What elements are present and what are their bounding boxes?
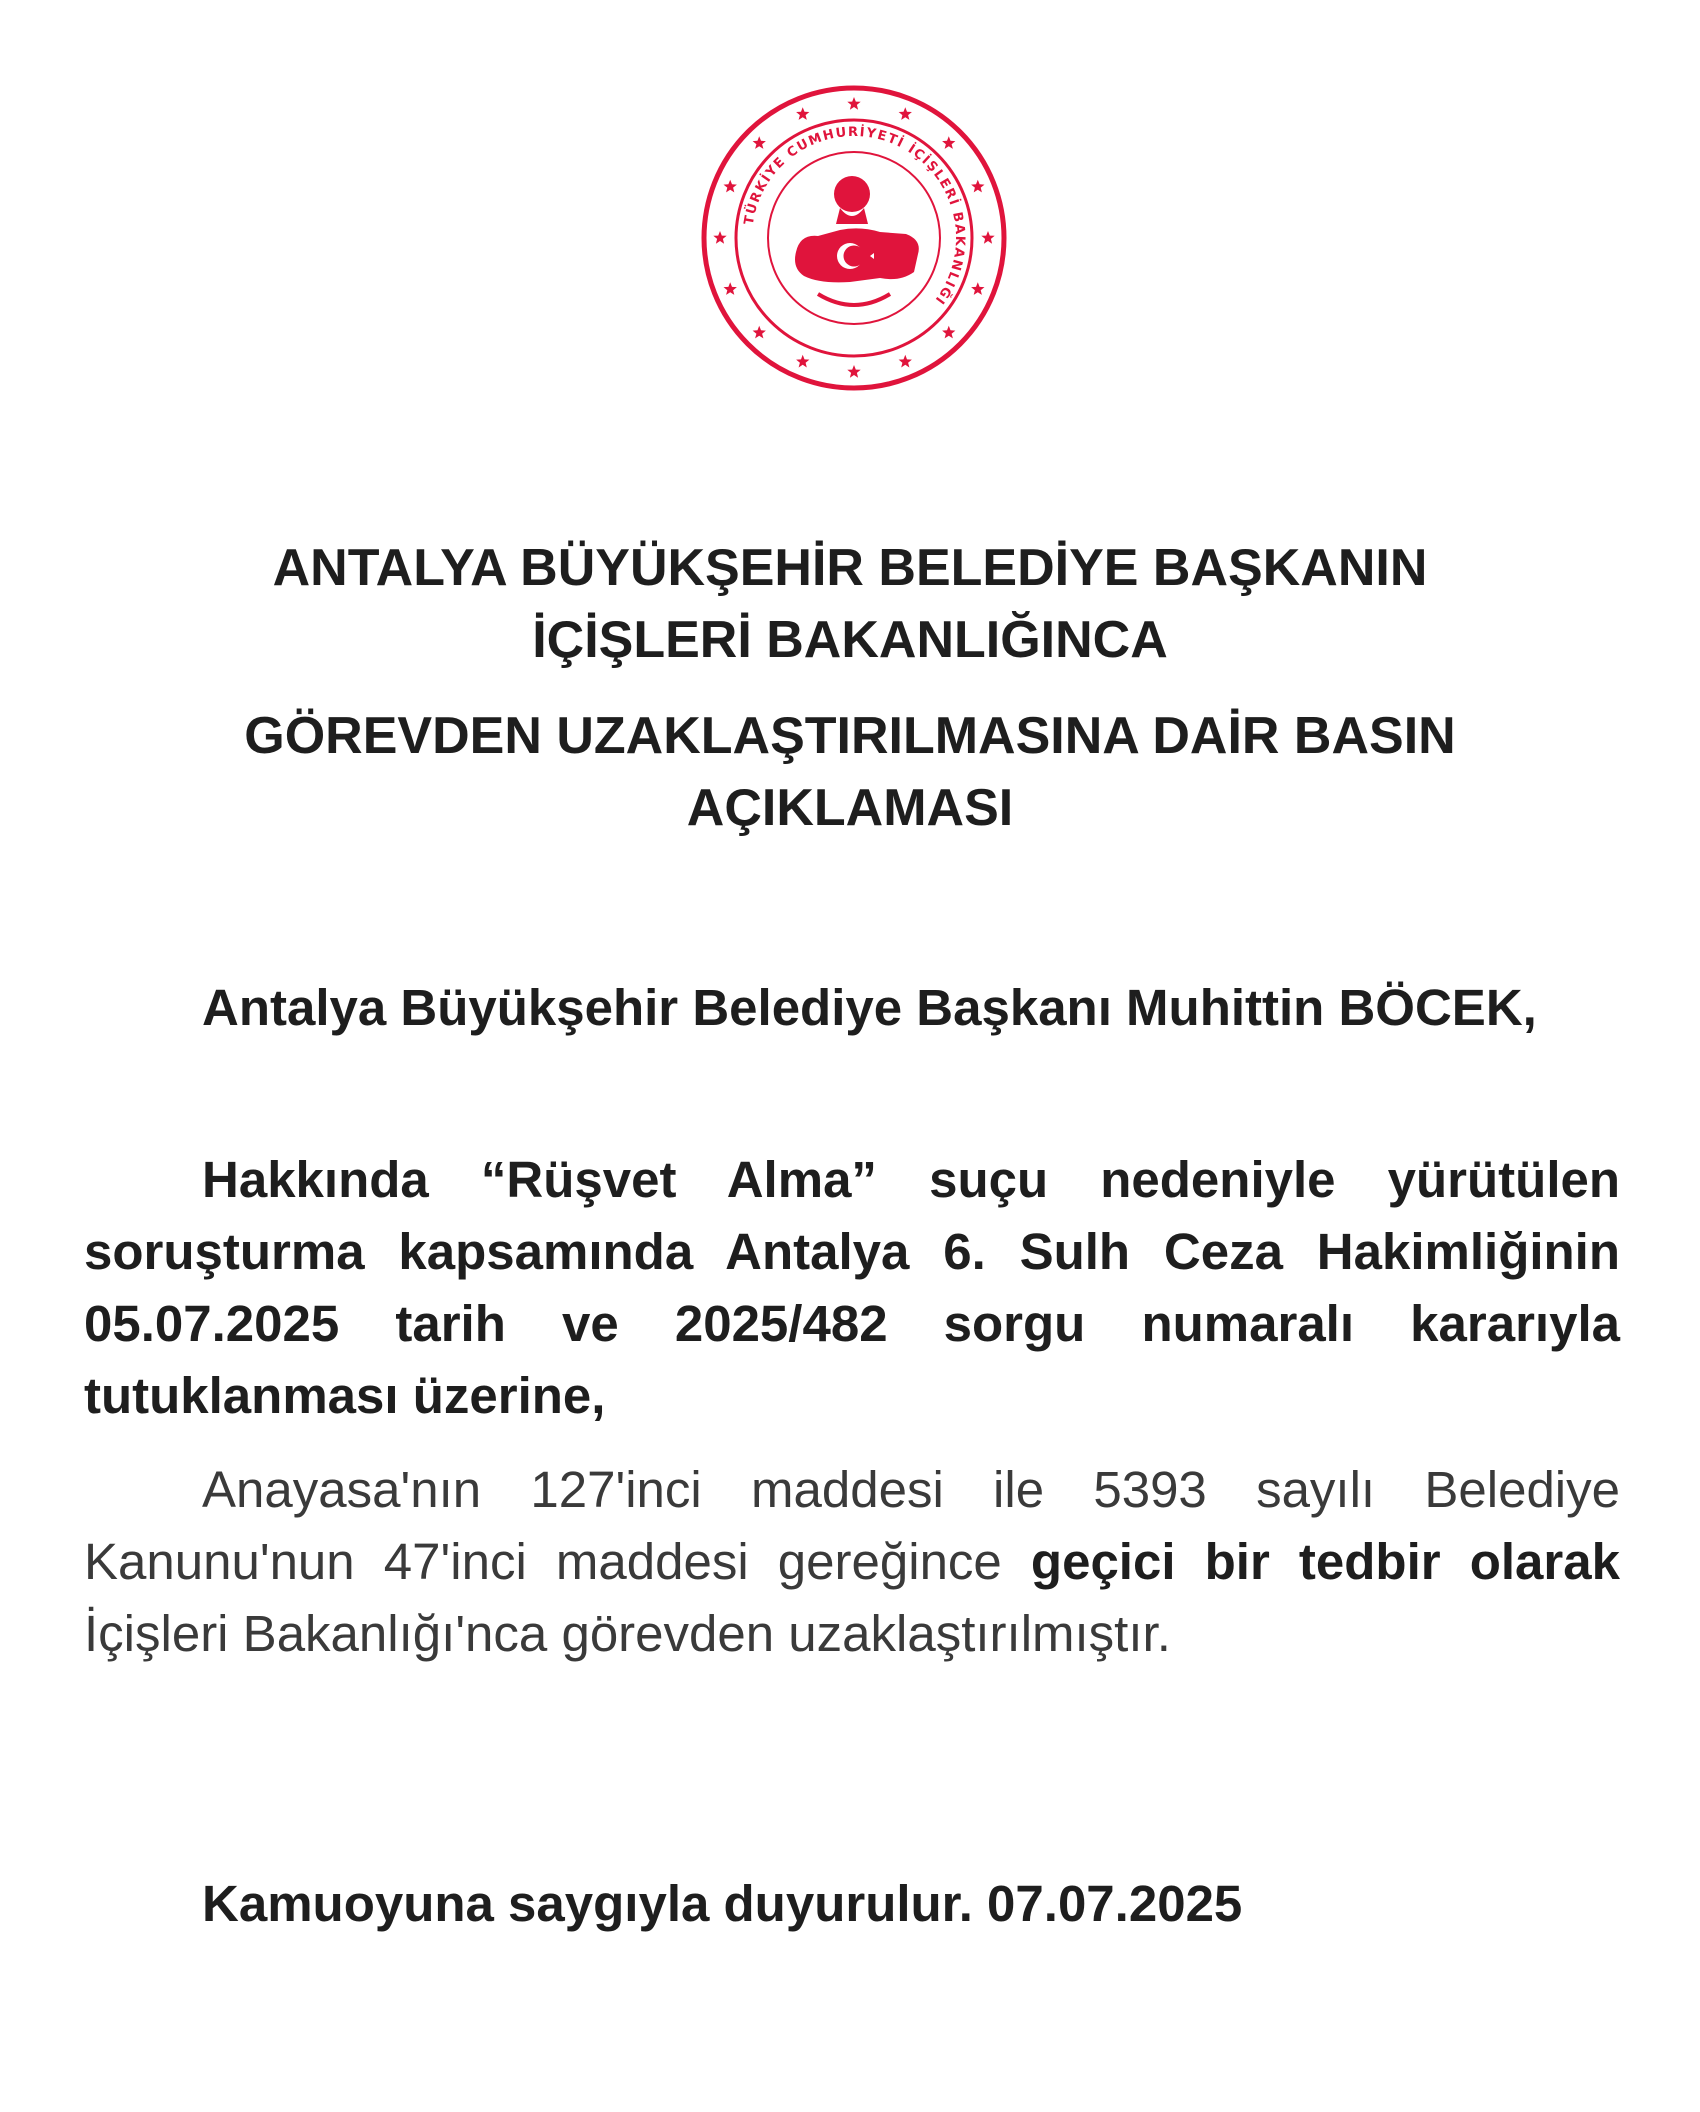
seal-star-icon bbox=[847, 365, 860, 378]
seal-star-icon bbox=[981, 231, 994, 244]
ministry-seal-icon bbox=[700, 84, 1008, 392]
seal-star-icon bbox=[796, 355, 809, 368]
paragraph-3-emphasis: geçici bir tedbir olarak bbox=[1030, 1533, 1620, 1590]
paragraph-2: Hakkında “Rüşvet Alma” suçu nedeniyle yürütülen soruşturma kapsamında Antalya 6. Sulh Ceza Hakimliğinin 05.07.2025 tarih ve 2025/482 sorgu numaralı kararıyla tutuklanması üzerine, bbox=[84, 1151, 1620, 1424]
paragraph-1: Antalya Büyükşehir Belediye Başkanı Muhittin BÖCEK, bbox=[202, 979, 1537, 1036]
page-title bbox=[100, 532, 1600, 676]
page-subtitle bbox=[100, 700, 1600, 844]
closing-line: Kamuoyuna saygıyla duyurulur. 07.07.2025 bbox=[202, 1875, 1243, 1932]
seal-star-icon bbox=[796, 107, 809, 120]
seal-star-icon bbox=[971, 180, 984, 193]
seal-star-icon bbox=[753, 136, 766, 149]
seal-ring-text: TÜRKİYE CUMHURİYETİ İÇİŞLERİ BAKANLIĞI bbox=[741, 124, 968, 308]
subtitle-line-1: GÖREVDEN UZAKLAŞTIRILMASINA DAİR BASIN bbox=[244, 707, 1456, 765]
seal-star-icon bbox=[724, 180, 737, 193]
subtitle-line-2: AÇIKLAMASI bbox=[686, 779, 1014, 837]
title-line-1: ANTALYA BÜYÜKŞEHİR BELEDİYE BAŞKANIN bbox=[272, 539, 1428, 597]
seal-star-icon bbox=[942, 136, 955, 149]
title-line-2: İÇİŞLERİ BAKANLIĞINCA bbox=[532, 611, 1168, 669]
seal-star-icon bbox=[847, 97, 860, 110]
seal-star-icon bbox=[753, 326, 766, 339]
seal-star-icon bbox=[713, 231, 726, 244]
paragraph-3-start: Anayasa'nın 127'inci maddesi ile 5393 sayılı Belediye Kanunu'nun 47'inci maddesi gereğince bbox=[84, 1461, 1620, 1590]
seal-star-icon bbox=[971, 282, 984, 295]
seal-star-icon bbox=[899, 355, 912, 368]
seal-star-icon bbox=[724, 282, 737, 295]
paragraph-3 bbox=[84, 1454, 1620, 1670]
paragraph-3-end: İçişleri Bakanlığı'nca görevden uzaklaştırılmıştır. bbox=[84, 1605, 1171, 1662]
seal-star-icon bbox=[899, 107, 912, 120]
seal-star-icon bbox=[942, 326, 955, 339]
